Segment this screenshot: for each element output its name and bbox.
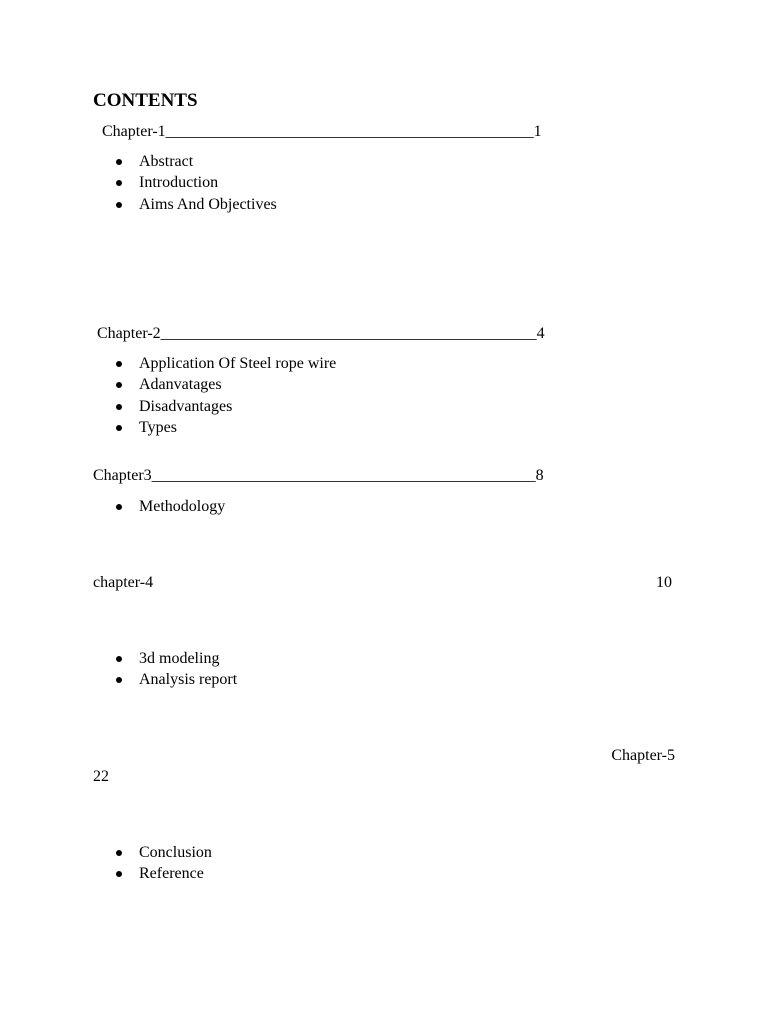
topic-label: Conclusion — [139, 844, 212, 861]
list-item — [114, 669, 237, 690]
list-item — [114, 863, 212, 884]
bullet-icon — [116, 425, 122, 431]
topic-label: Adanvatages — [139, 376, 222, 394]
chapter-2-topic-list — [114, 353, 336, 438]
bullet-icon — [116, 180, 122, 186]
bullet-icon — [116, 850, 122, 856]
chapter-5-page-number: 22 — [93, 768, 109, 785]
list-item — [114, 396, 336, 417]
topic-label: Analysis report — [139, 671, 238, 689]
topic-label: Introduction — [139, 174, 219, 192]
bullet-icon — [116, 677, 122, 683]
chapter-5-topic-list — [114, 842, 212, 885]
bullet-icon — [116, 404, 122, 410]
list-item — [114, 172, 277, 193]
list-item — [114, 151, 277, 172]
chapter-1-entry: Chapter-1______________________________________________1 — [102, 123, 542, 140]
bullet-icon — [116, 361, 122, 367]
bullet-icon — [116, 202, 122, 208]
topic-label: Methodology — [139, 498, 226, 515]
list-item — [114, 496, 225, 517]
bullet-icon — [116, 159, 122, 165]
list-item — [114, 194, 277, 215]
chapter-3-topic-list — [114, 496, 225, 517]
chapter-4-topic-list — [114, 648, 237, 691]
topic-label: Abstract — [139, 153, 194, 170]
bullet-icon — [116, 656, 122, 662]
bullet-icon — [116, 871, 122, 877]
contents-heading: CONTENTS — [93, 90, 198, 111]
chapter-1-topic-list — [114, 151, 277, 215]
topic-label: Types — [139, 418, 177, 436]
topic-label: Disadvantages — [139, 397, 233, 415]
topic-label: Application Of Steel rope wire — [139, 355, 337, 372]
chapter-4-page-number: 10 — [656, 574, 672, 591]
list-item — [114, 417, 336, 438]
topic-label: 3d modeling — [139, 650, 220, 667]
list-item — [114, 353, 336, 374]
chapter-4-label: chapter-4 — [93, 574, 154, 591]
list-item — [114, 648, 237, 669]
chapter-5-label: Chapter-5 — [611, 747, 675, 764]
list-item — [114, 374, 336, 395]
chapter-2-entry: Chapter-2_______________________________________________4 — [97, 325, 545, 342]
list-item — [114, 842, 212, 863]
topic-label: Reference — [139, 865, 204, 883]
topic-label: Aims And Objectives — [139, 195, 277, 213]
bullet-icon — [116, 382, 122, 388]
chapter-3-entry: Chapter3________________________________________________8 — [93, 467, 544, 484]
bullet-icon — [116, 504, 122, 510]
